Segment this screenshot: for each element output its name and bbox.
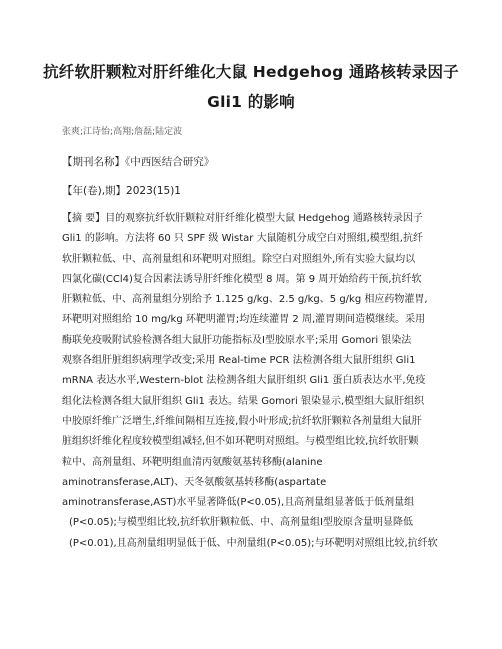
- abstract-line: (P<0.01),且高剂量组明显低于低、中剂量组(P<0.05);与环靶明对照组比较,抗纤软: [69, 537, 438, 549]
- abstract-line: 软肝颗粒低、中、高剂量组和环靶明对照组。除空白对照组外,所有实验大鼠均以: [62, 253, 416, 265]
- abstract-line: 四氯化碳(CCl4)复合因素法诱导肝纤维化模型 8 周。第 9 周开始给药干预,抗纤软: [62, 273, 422, 285]
- abstract: [62, 209, 444, 554]
- journal-label: 【期刊名称】: [62, 156, 125, 168]
- abstract-line: 组化法检测各组大鼠肝组织 Gli1 表达。结果 Gomori 银染显示,模型组大鼠肝组织: [62, 395, 425, 407]
- abstract-line: 中胶原纤维广泛增生,纤维间隔相互连接,假小叶形成;抗纤软肝颗粒各剂量组大鼠肝: [62, 415, 422, 427]
- abstract-line: aminotransferase,AST)水平显著降低(P<0.05),且高剂量组显著低于低剂量组: [62, 497, 415, 509]
- abstract-line: 脏组织纤维化程度较模型组减轻,但不如环靶明对照组。与模型组比较,抗纤软肝颗: [62, 436, 419, 448]
- authors: 张爽;江诗怡;高翔;詹磊;陆定波: [62, 127, 183, 137]
- abstract-line: aminotransferase,ALT)、天冬氨酸氨基转移酶(aspartate: [62, 476, 327, 488]
- abstract-line: 【摘 要】目的观察抗纤软肝颗粒对肝纤维化模型大鼠 Hedgehog 通路核转录因子: [62, 213, 423, 224]
- journal-value: 《中西医结合研究》: [125, 156, 215, 168]
- abstract-line: mRNA 表达水平,Western-blot 法检测各组大鼠肝组织 Gli1 蛋白质表达水平,免疫: [62, 375, 426, 387]
- journal-row: [62, 154, 214, 169]
- abstract-line: 肝颗粒低、中、高剂量组分别给予 1.125 g/kg、2.5 g/kg、5 g/kg 相应药物灌胃,: [62, 294, 428, 306]
- title-line-1: 抗纤软肝颗粒对肝纤维化大鼠 Hedgehog 通路核转录因子: [43, 63, 459, 81]
- abstract-line: 观察各组肝脏组织病理学改变;采用 Real-time PCR 法检测各组大鼠肝组织 Gli1: [62, 355, 416, 367]
- issue-value: 2023(15)1: [126, 185, 181, 197]
- issue-row: [62, 183, 181, 198]
- abstract-label: 【摘 要】: [62, 213, 106, 224]
- abstract-line: 粒中、高剂量组、环靶明组血清丙氨酸氨基转移酶(alanine: [62, 456, 323, 468]
- abstract-line: (P<0.05);与模型组比较,抗纤软肝颗粒低、中、高剂量组Ⅰ型胶原含量明显降低: [69, 517, 413, 529]
- abstract-line: 酶联免疫吸附试验检测各组大鼠肝功能指标及Ⅰ型胶原水平;采用 Gomori 银染法: [62, 334, 412, 346]
- title-line-2: Gli1 的影响: [207, 93, 295, 111]
- issue-label: 【年(卷),期】: [62, 185, 127, 197]
- abstract-line: Gli1 的影响。方法将 60 只 SPF 级 Wistar 大鼠随机分成空白对照组,模型组,抗纤: [62, 233, 423, 245]
- abstract-line: 环靶明对照组给 10 mg/kg 环靶明灌胃;均连续灌胃 2 周,灌胃期间造模继续。采用: [62, 314, 426, 326]
